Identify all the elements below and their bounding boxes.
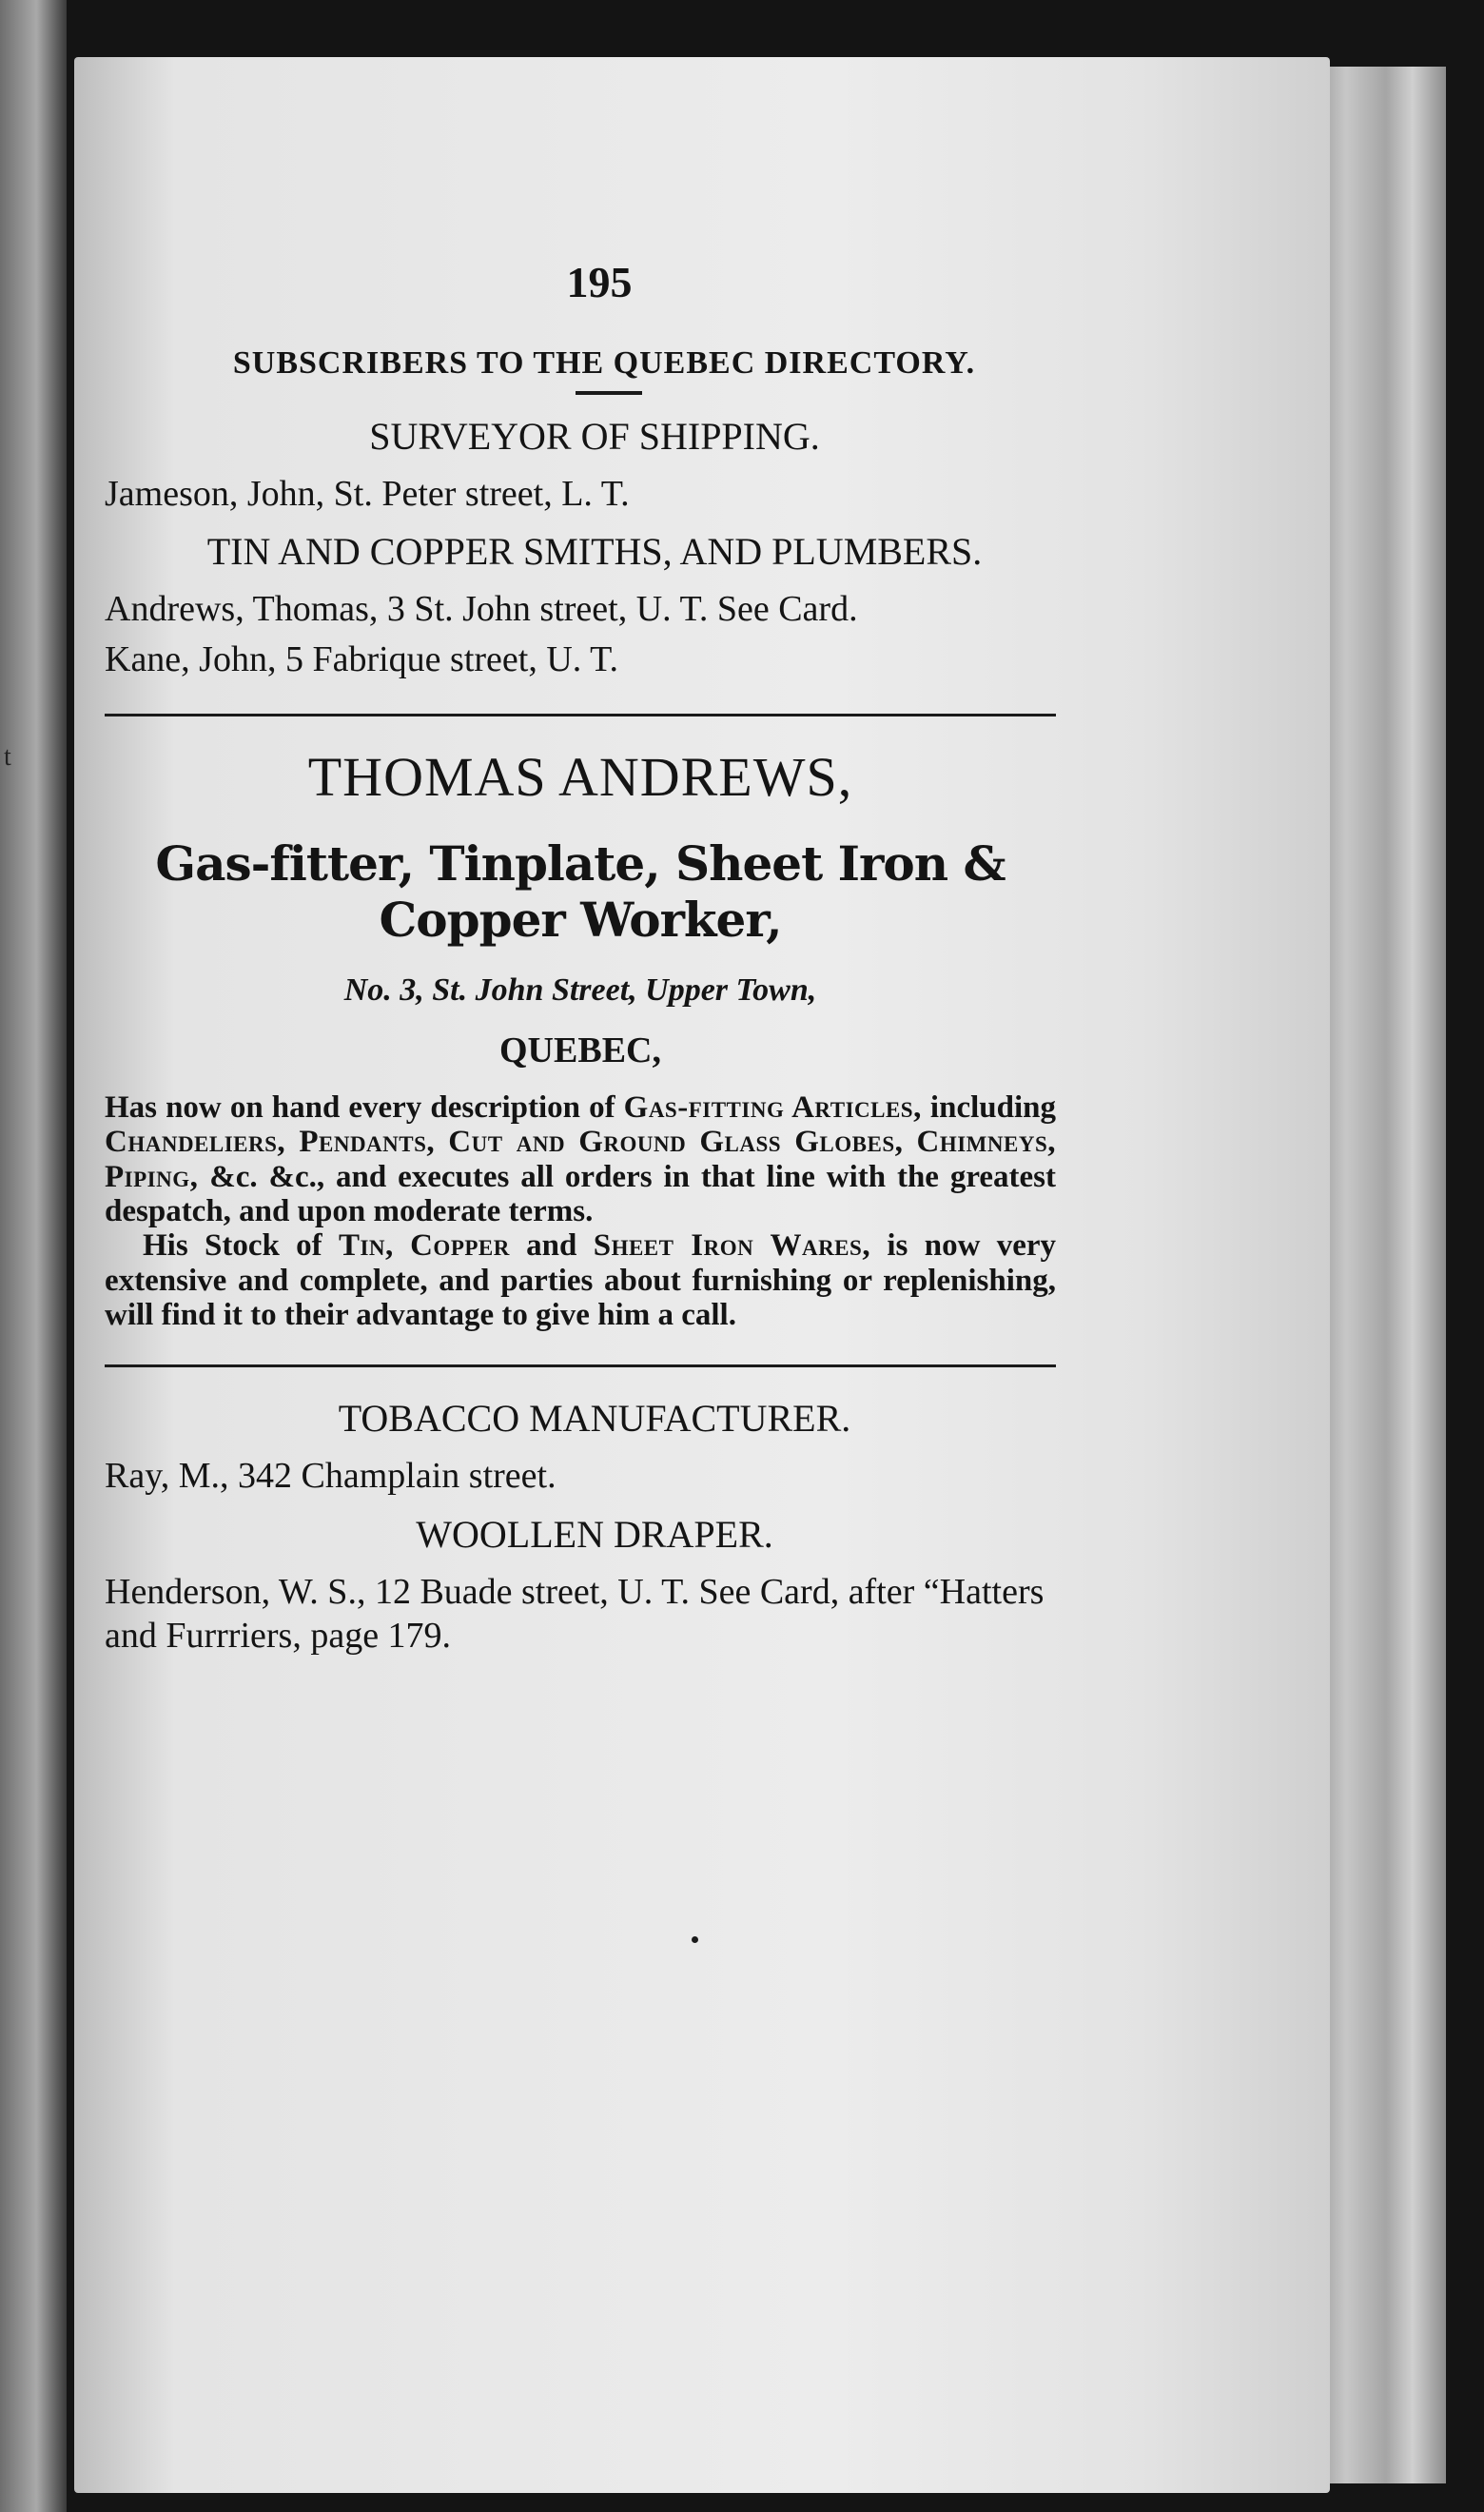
advertiser-city: QUEBEC, <box>499 1030 661 1071</box>
ad-text: His Stock of <box>143 1228 339 1264</box>
ad-text-small-caps: Copper <box>410 1228 510 1264</box>
section-tobacco-manufacturer <box>105 1396 1056 1498</box>
advertiser-address: No. 3, St. John Street, Upper Town, <box>343 972 817 1009</box>
section-woollen-draper <box>105 1512 1056 1658</box>
ad-text: is now very extensive and complete, and parties about furnishing or replenishing, will find it to their advantage to give him a call. <box>105 1228 1057 1332</box>
section-heading: TIN AND COPPER SMITHS, AND PLUMBERS. <box>206 530 983 574</box>
ad-text-small-caps: Gas-fitting Articles, <box>623 1090 922 1126</box>
ad-text-small-caps: Chandeliers, Pendants, Cut and Ground Glass Globes, Chimneys, Piping, <box>105 1125 1056 1194</box>
directory-entry: Jameson, John, St. Peter street, L. T. <box>105 474 630 514</box>
page-content <box>105 257 1056 1667</box>
directory-entry: Andrews, Thomas, 3 St. John street, U. T. See Card. <box>105 589 858 630</box>
left-margin-text: t <box>4 742 11 772</box>
section-heading: TOBACCO MANUFACTURER. <box>338 1397 851 1441</box>
advertisement-paragraph-2 <box>105 1228 1056 1332</box>
advertisement-card <box>105 745 1056 1332</box>
section-heading: SURVEYOR OF SHIPPING. <box>369 415 820 458</box>
ad-text: and <box>509 1228 594 1264</box>
directory-entry: Henderson, W. S., 12 Buade street, U. T. See Card, after “Hatters and Furrriers, page 179. <box>105 1571 1045 1656</box>
left-page-strip <box>0 0 67 2512</box>
running-head: SUBSCRIBERS TO THE QUEBEC DIRECTORY. <box>232 345 976 381</box>
section-surveyor-of-shipping <box>105 414 1056 516</box>
divider-rule <box>105 1364 1056 1367</box>
advertiser-trade: Gas-fitter, Tinplate, Sheet Iron & Copper Worker, <box>155 835 1006 949</box>
ad-text: &c. &c., and executes all orders in that line with the greatest despatch, and upon moderate terms. <box>105 1159 1056 1228</box>
divider-rule <box>105 714 1056 716</box>
section-tin-copper-smiths <box>105 529 1056 681</box>
directory-entry: Ray, M., 342 Champlain street. <box>105 1456 556 1497</box>
ad-text-small-caps: Tin, <box>338 1228 394 1264</box>
section-heading: WOOLLEN DRAPER. <box>416 1512 773 1556</box>
ad-text-small-caps: Sheet Iron Wares, <box>593 1228 871 1264</box>
ad-text <box>394 1228 410 1263</box>
page-edge <box>1313 67 1446 2483</box>
print-speck <box>692 1936 698 1943</box>
advertiser-name: THOMAS ANDREWS, <box>307 746 853 809</box>
advertisement-paragraph-1 <box>105 1090 1056 1228</box>
directory-entry: Kane, John, 5 Fabrique street, U. T. <box>105 638 618 679</box>
page-number: 195 <box>566 258 633 306</box>
short-rule <box>576 391 642 395</box>
ad-text: including <box>921 1090 1056 1126</box>
ad-text: Has now on hand every description of <box>105 1090 624 1126</box>
